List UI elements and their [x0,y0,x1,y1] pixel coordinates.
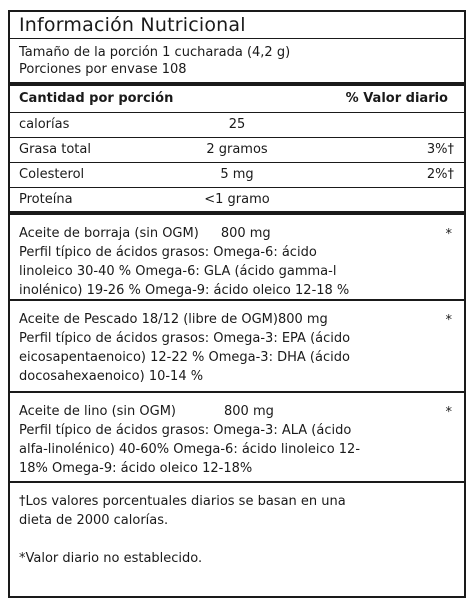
nutrient-amount: <1 gramo [204,192,270,207]
nutrient-row-cholesterol [10,163,464,188]
nutrient-row-total-fat [10,138,464,163]
nutrient-amount: 2 gramos [206,142,268,157]
oil-name: Aceite de Pescado 18/12 (libre de OGM) [19,312,278,327]
amount-per-serving-header: Cantidad por porción [19,91,174,106]
footnote-dv-basis: †Los valores porcentuales diarios se basan en una [19,494,346,509]
nutrition-facts-panel [8,10,466,598]
oil-profile-line: linoleico 30-40 % Omega-6: GLA (ácido gamma-l [19,264,337,279]
serving-size: Tamaño de la porción 1 cucharada (4,2 g) [19,45,291,60]
oil-amount: 800 mg [224,404,274,419]
daily-value-header: % Valor diario [345,91,448,106]
oil-section-flax [10,393,464,483]
oil-profile-line: alfa-linolénico) 40-60% Omega-6: ácido linoleico 12- [19,442,361,457]
serving-info [10,39,464,86]
nutrient-dv: 2%† [426,167,454,182]
panel-title: Información Nutricional [10,12,464,39]
oil-name: Aceite de lino (sin OGM) [19,404,177,419]
footnote-dv-basis-cont: dieta de 2000 calorías. [19,513,169,528]
nutrient-dv: 3%† [426,142,454,157]
oil-profile-line: Perfil típico de ácidos grasos: Omega-6: ácido [19,245,317,260]
oil-amount: 800 mg [220,226,271,241]
oil-profile-line: Perfil típico de ácidos grasos: Omega-3: ALA (ácido [19,423,352,438]
nutrient-row-protein [10,188,464,215]
oil-dv: * [445,405,452,420]
oil-section-borage [10,215,464,301]
oil-profile-line: docosahexaenoico) 10-14 % [19,369,204,384]
servings-per-container: Porciones por envase 108 [19,62,187,77]
nutrient-name: Grasa total [19,142,91,157]
oil-dv: * [445,227,452,242]
footnotes [10,483,464,577]
column-header [10,86,464,113]
nutrient-amount: 25 [228,117,246,132]
oil-dv: * [445,313,452,328]
oil-profile-line: 18% Omega-9: ácido oleico 12-18% [19,461,253,476]
oil-name: Aceite de borraja (sin OGM) [19,226,199,241]
nutrient-name: Colesterol [19,167,85,182]
footnote-not-established: *Valor diario no establecido. [19,551,203,566]
nutrient-amount: 5 mg [220,167,254,182]
oil-section-fish [10,301,464,393]
oil-amount: 800 mg [277,312,328,327]
oil-profile-line: Perfil típico de ácidos grasos: Omega-3: EPA (ácido [19,331,351,346]
nutrient-name: calorías [19,117,70,132]
oil-profile-line: inolénico) 19-26 % Omega-9: ácido oleico 12-18 % [19,283,350,298]
oil-profile-line: eicosapentaenoico) 12-22 % Omega-3: DHA (ácido [19,350,350,365]
nutrient-row-calories [10,113,464,138]
nutrient-name: Proteína [19,192,73,207]
